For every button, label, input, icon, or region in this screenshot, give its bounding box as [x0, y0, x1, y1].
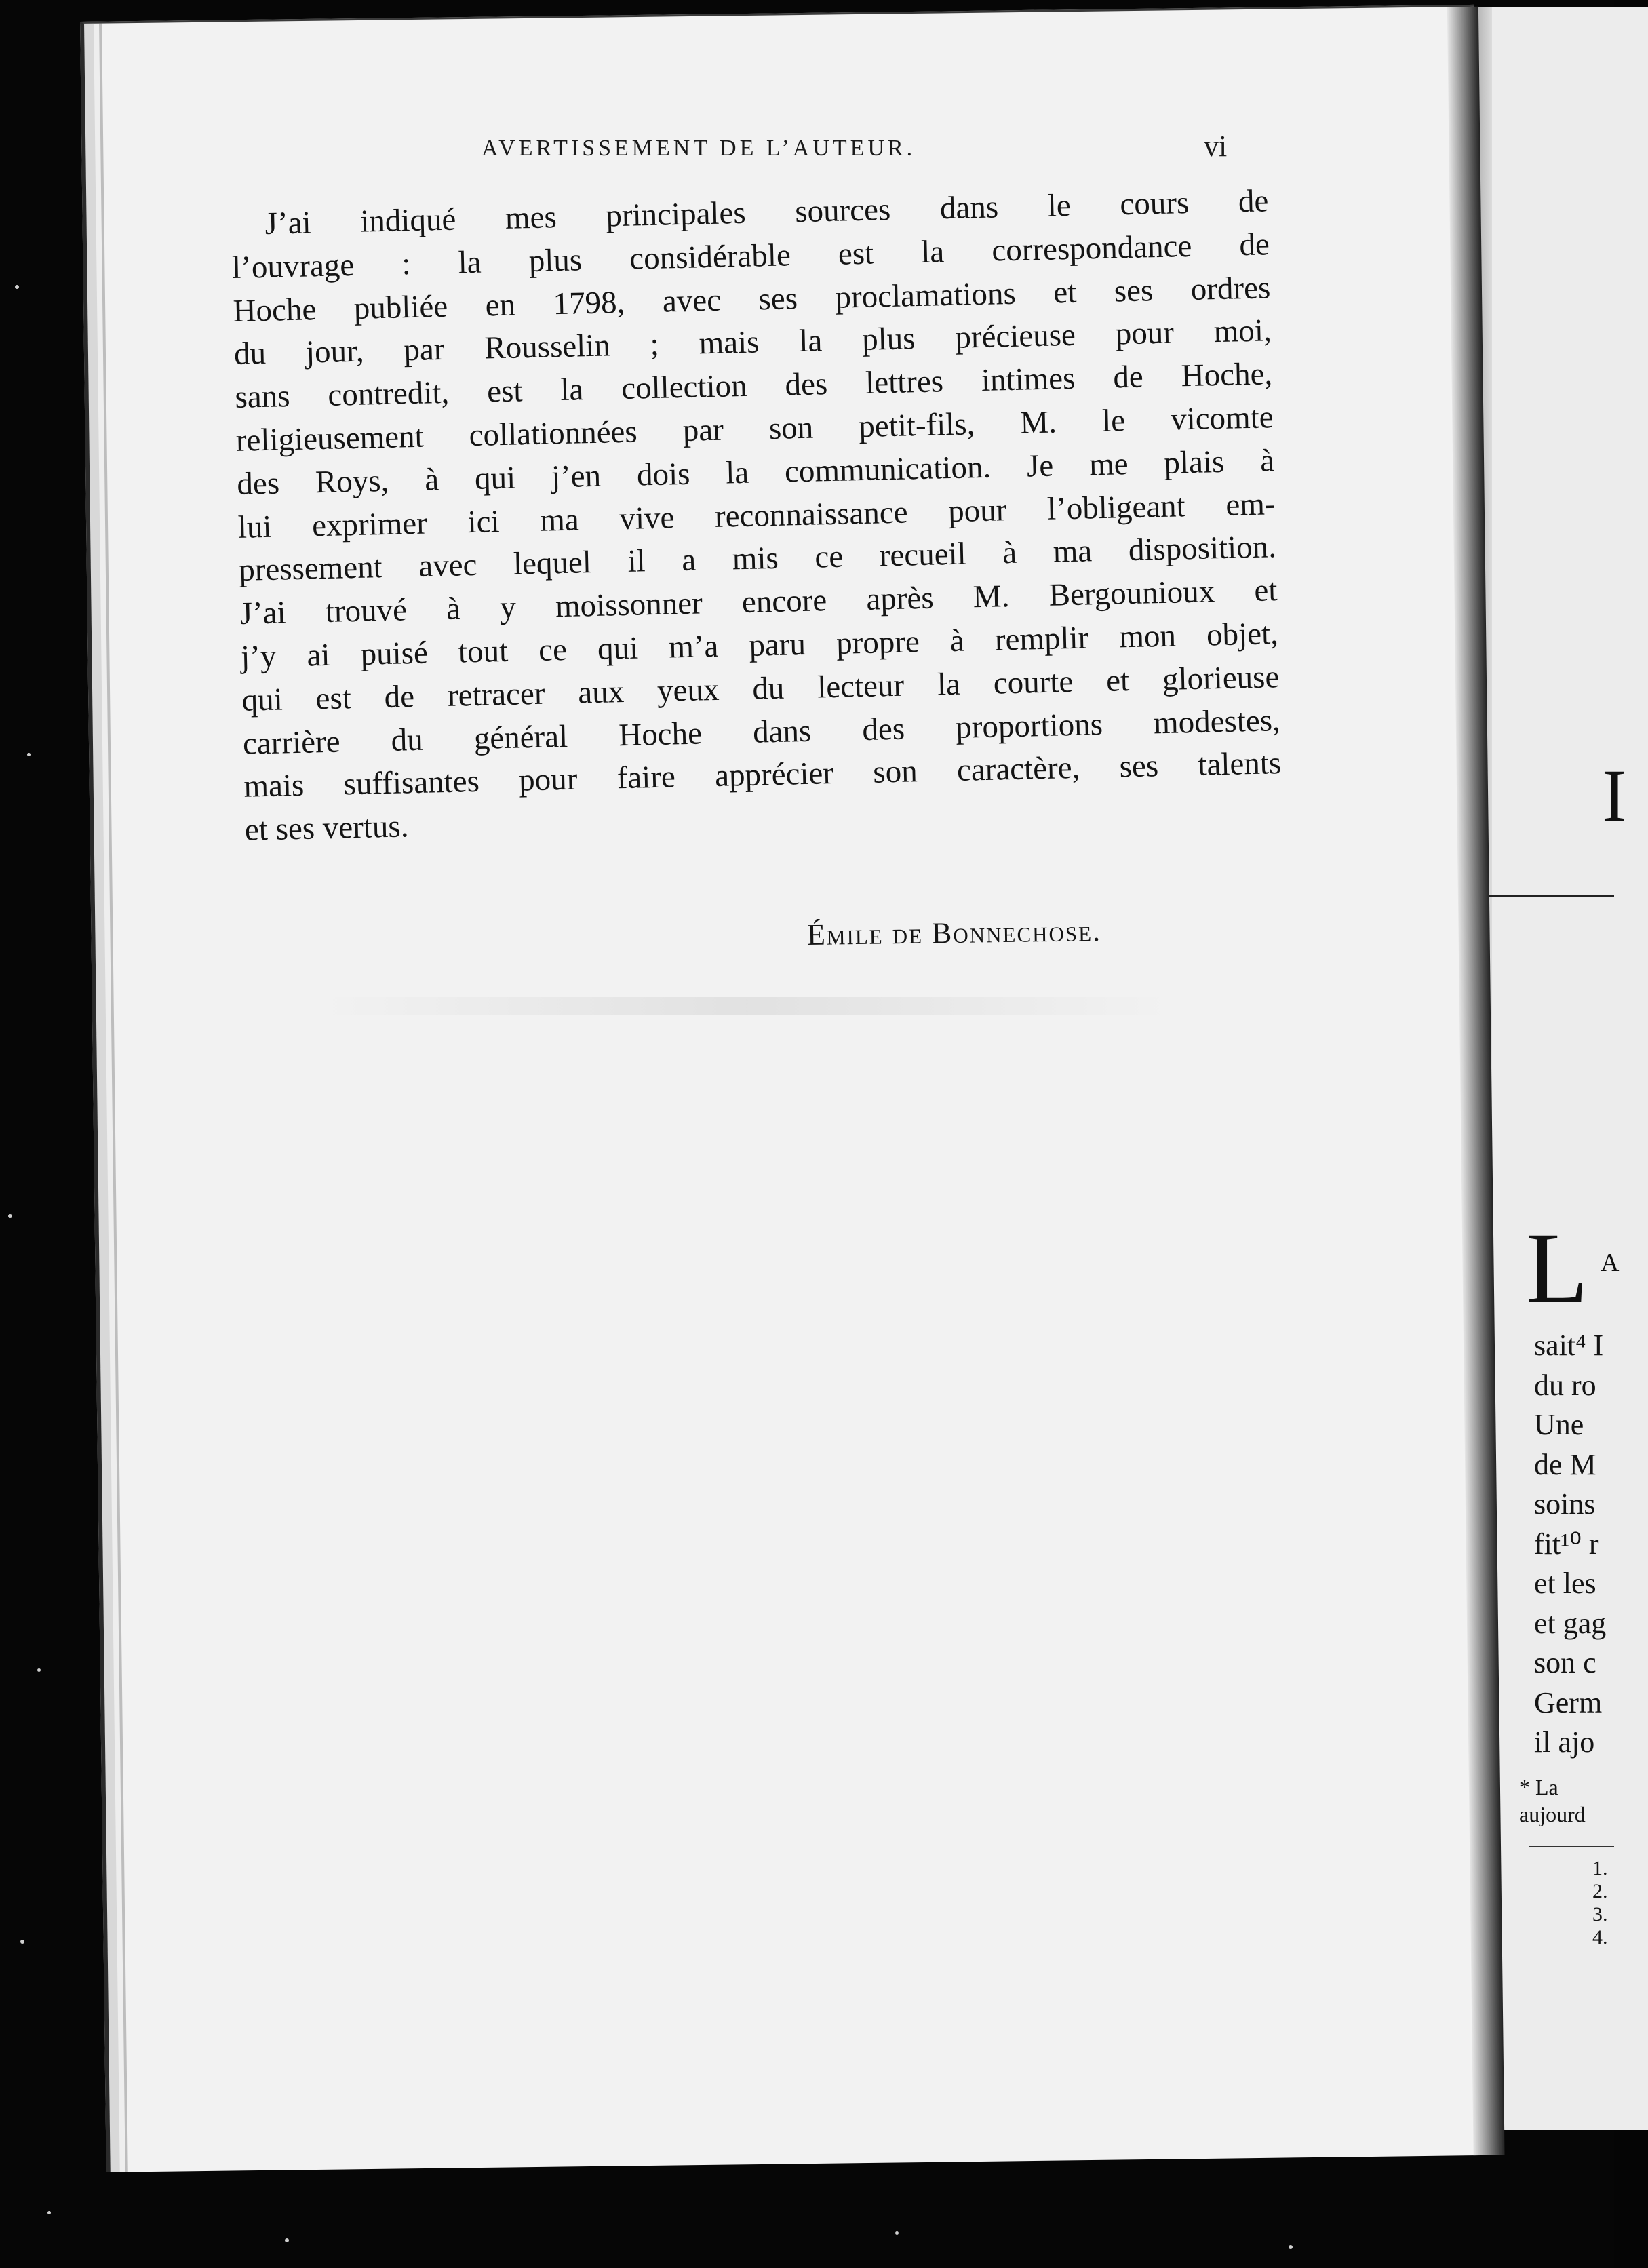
- body-line: religieusement collationnées par son petit-fils, M. le vicomte: [235, 399, 1274, 458]
- drop-cap: L: [1526, 1212, 1588, 1325]
- note-number: 4.: [1592, 1926, 1608, 1949]
- body-line: et ses vertus.: [244, 808, 409, 848]
- page-number: vi: [1204, 130, 1228, 163]
- body-line: qui est de retracer aux yeux du lecteur la courte et glorieuse: [241, 659, 1280, 718]
- footnote-line: aujourd: [1519, 1802, 1586, 1826]
- right-page-text: [1534, 1326, 1606, 1763]
- text-line: soins: [1534, 1487, 1596, 1521]
- text-line: son c: [1534, 1646, 1596, 1679]
- body-line: sans contredit, est la collection des lettres intimes de Hoche,: [234, 356, 1273, 416]
- right-page-footnote: [1519, 1774, 1586, 1828]
- running-head: AVERTISSEMENT DE L’AUTEUR.: [482, 136, 916, 161]
- footnote-rule: [1529, 1846, 1614, 1847]
- body-line: carrière du général Hoche dans des proportions modestes,: [242, 702, 1281, 762]
- text-line: sait⁴ I: [1534, 1329, 1604, 1362]
- text-line: du ro: [1534, 1368, 1596, 1402]
- body-line: Hoche publiée en 1798, avec ses proclamations et ses ordres: [233, 269, 1271, 329]
- text-line: et les: [1534, 1567, 1596, 1600]
- drop-cap-followup: A: [1601, 1249, 1620, 1277]
- dust-speck: [37, 1668, 41, 1672]
- note-number: 3.: [1592, 1903, 1608, 1925]
- text-line: Germ: [1534, 1685, 1603, 1719]
- note-number: 2.: [1592, 1880, 1608, 1902]
- body-line: l’ouvrage : la plus considérable est la correspondance de: [231, 227, 1270, 286]
- body-line: des Roys, à qui j’en dois la communication. Je me plais à: [236, 442, 1275, 502]
- body-line: j’y ai puisé tout ce qui m’a paru propre à remplir mon objet,: [240, 616, 1279, 675]
- body-paragraph: [231, 180, 1282, 852]
- text-line: Une: [1534, 1408, 1584, 1441]
- text-line: il ajo: [1534, 1725, 1595, 1759]
- dust-speck: [8, 1214, 12, 1218]
- dust-speck: [20, 1940, 24, 1944]
- chapter-heading-fragment: I: [1602, 754, 1627, 837]
- note-numbers: [1592, 1857, 1608, 1949]
- author-signature: Émile de Bonnechose.: [806, 914, 1102, 952]
- body-line: pressement avec lequel il a mis ce recueil à ma disposition.: [238, 529, 1277, 589]
- dust-speck: [895, 2231, 899, 2235]
- note-number: 1.: [1592, 1857, 1608, 1879]
- dust-speck: [1289, 2245, 1293, 2249]
- dust-speck: [47, 2211, 51, 2214]
- text-line: et gag: [1534, 1606, 1607, 1640]
- footnote-line: * La: [1519, 1775, 1558, 1799]
- dust-speck: [285, 2238, 289, 2242]
- show-through-ghost: [319, 997, 1173, 1015]
- text-line: de M: [1534, 1447, 1596, 1481]
- text-line: fit¹⁰ r: [1534, 1527, 1599, 1561]
- body-line: du jour, par Rousselin ; mais la plus précieuse pour moi,: [233, 313, 1272, 372]
- body-line: mais suffisantes pour faire apprécier son caractère, ses talents: [243, 745, 1282, 805]
- body-line: J’ai indiqué mes principales sources dans le cours de: [264, 183, 1269, 241]
- dust-speck: [15, 285, 19, 289]
- body-line: lui exprimer ici ma vive reconnaissance pour l’obligeant em-: [237, 486, 1276, 545]
- body-line: J’ai trouvé à y moissonner encore après M. Bergounioux et: [239, 572, 1278, 632]
- heading-rule: [1475, 895, 1614, 897]
- dust-speck: [27, 753, 31, 756]
